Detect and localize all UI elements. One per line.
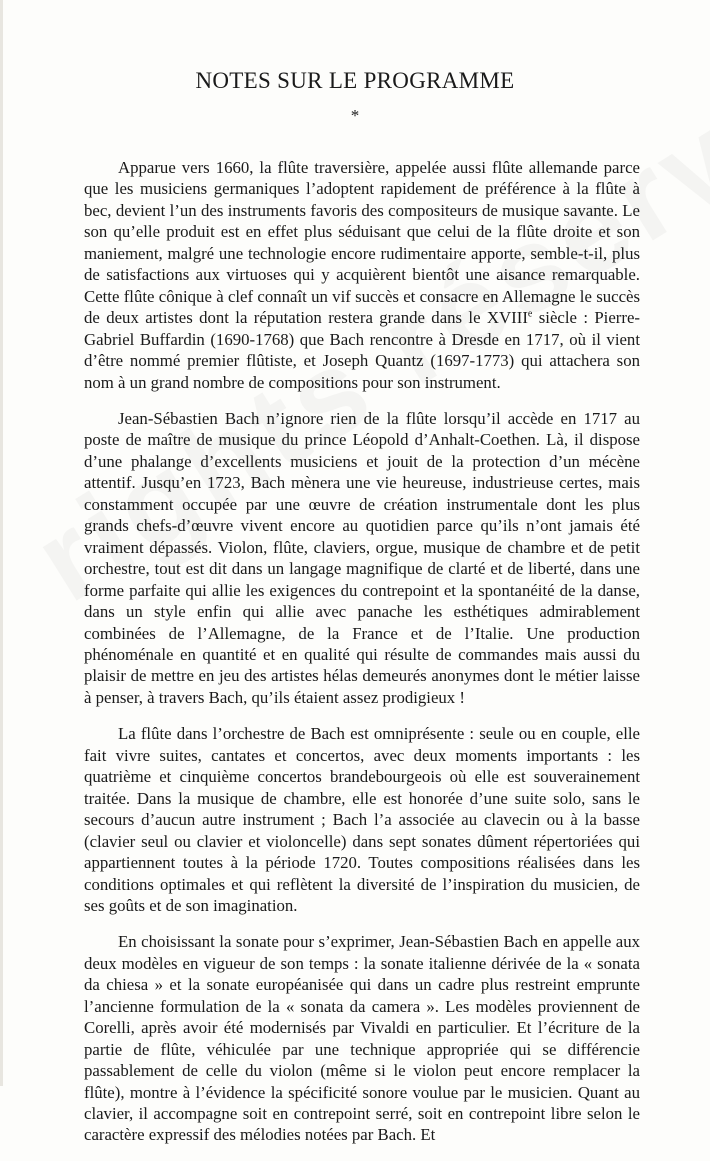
paragraph-1-part-b: siècle : Pierre-Gabriel Buffardin (1690-1768) que Bach rencontre à Dresde en 1717, où il vient d’être nommé premier flûtiste, et Joseph Quantz (1697-1773) qui attachera son nom à un grand nombre de compositions pour son instrument.	[84, 308, 641, 392]
paragraph-1-part-a: Apparue vers 1660, la flûte traversière, appelée aussi flûte allemande parce que les musiciens germaniques l’adoptent rapidement de préférence à la flûte à bec, devient l’un des instruments favoris des compositeurs de musique savante. Le son qu’elle produit est en effet plus séduisant que celui de la flûte droite et son maniement, malgré une technologie encore rudimentaire apporte, semble-t-il, plus de satisfactions aux virtuoses qui y acquièrent bientôt une aisance remarquable. Cette flûte cônique à clef connaît un vif succès et consacre en Allemagne le succès de deux artistes dont la réputation restera grande dans le XVIII	[84, 158, 640, 328]
section-ornament: *	[350, 106, 360, 125]
paragraph-2: Jean-Sébastien Bach n’ignore rien de la flûte lorsqu’il accède en 1717 au poste de maître de musique du prince Léopold d’Anhalt-Coethen. Là, il dispose d’une phalange d’excellents musiciens et jouit de la protection d’un mécène attentif. Jusqu’en 1723, Bach mènera une vie heureuse, industrieuse certes, mais constamment occupée par une œuvre de création instrumentale dont les plus grands chefs-d’œuvre vivent encore au quotidien parce qu’ils n’ont jamais été vraiment dépassés. Violon, flûte, claviers, orgue, musique de chambre et de petit orchestre, tout est dit dans un langage magnifique de clarté et de liberté, dans une forme parfaite qui allie les exigences du contrepoint et la spontanéité de la danse, dans un style enfin qui allie avec panache les esthétiques admirablement combinées de l’Allemagne, de la France et de l’Italie. Une production phénoménale en quantité et en qualité qui résulte de commandes mais aussi du plaisir de mettre en jeu des artistes hélas demeurés anonymes dont le métier laisse à penser, à travers Bach, qu’ils étaient assez prodigieux !	[84, 408, 640, 707]
page-edge	[0, 0, 3, 1086]
paragraph-4: En choisissant la sonate pour s’exprimer, Jean-Sébastien Bach en appelle aux deux modèles en vigueur de son temps : la sonate italienne dérivée de la « sonata da chiesa » et la sonate européanisée qui dans un cadre plus restreint emprunte l’ancienne formulation de la « sonata da camera ». Les modèles proviennent de Corelli, après avoir été modernisés par Vivaldi en particulier. Et l’écriture de la partie de flûte, véhiculée par une technique appropriée qui se différencie passablement de celle du violon (même si le violon peut encore remplacer la flûte), montre à l’évidence la spécificité sonore voulue par le musicien. Quant au clavier, il accompagne soit en contrepoint serré, soit en contrepoint libre selon le caractère expressif des mélodies notées par Bach. Et	[84, 932, 640, 1145]
paragraph-3: La flûte dans l’orchestre de Bach est omniprésente : seule ou en couple, elle fait vivre suites, cantates et concertos, avec deux moments importants : les quatrième et cinquième concertos brandebourgeois où elle est souverainement traitée. Dans la musique de chambre, elle est honorée d’une suite solo, sans le secours d’aucun autre instrument ; Bach l’a associée au clavecin ou à la basse (clavier seul ou clavier et violoncelle) dans sept sonates dûment répertoriées qui appartiennent toutes à la période 1720. Toutes compositions réalisées dans les conditions optimales et qui reflètent la diversité de l’inspiration du musicien, de ses goûts et de son imagination.	[84, 724, 640, 915]
paragraph-1	[84, 157, 640, 393]
page-title: NOTES SUR LE PROGRAMME	[195, 68, 515, 93]
century-superscript: e	[527, 308, 533, 320]
body-text	[84, 157, 640, 1161]
